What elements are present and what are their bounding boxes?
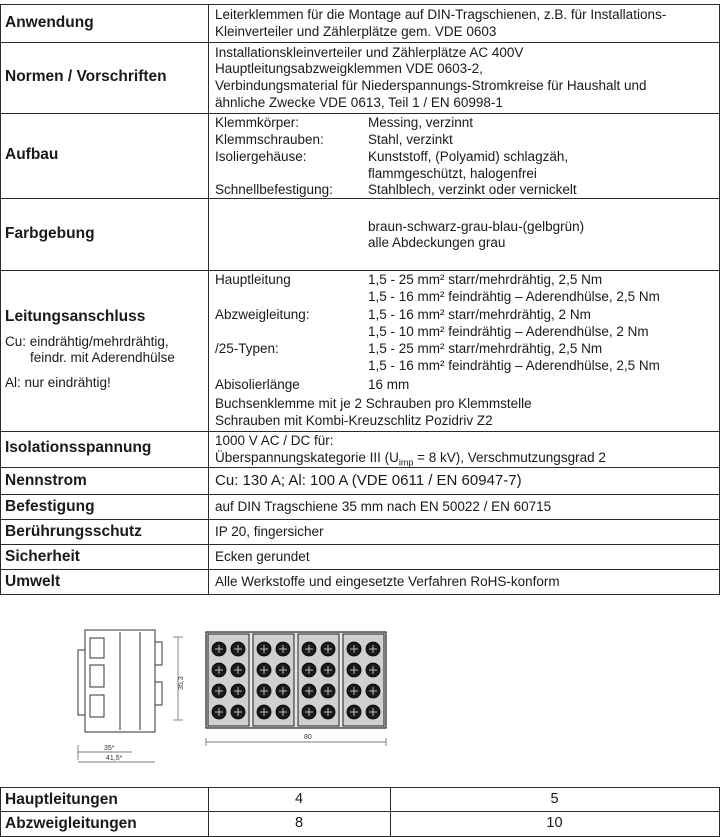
farbgebung-line: alle Abdeckungen grau (368, 235, 506, 250)
conn-extra: Buchsenklemme mit je 2 Schrauben pro Klemmstelle (215, 396, 532, 411)
rule (0, 494, 720, 495)
label-normen: Normen / Vorschriften (5, 68, 167, 85)
cu-note: Cu: eindrähtig/mehrdrähtig, (5, 334, 169, 349)
umwelt-value: Alle Werkstoffe und eingesetzte Verfahren RoHS-konform (215, 574, 560, 589)
label-anwendung: Anwendung (5, 14, 94, 31)
anwendung-line: Kleinverteiler und Zählerplätze gem. VDE 0603 (215, 24, 497, 39)
rule (0, 594, 720, 595)
cu-note: feindr. mit Aderendhülse (30, 350, 175, 365)
rule (0, 4, 720, 5)
conn-key: Abzweigleitung: (215, 307, 310, 322)
rule (0, 270, 720, 271)
isolation-line (215, 450, 606, 468)
rule (0, 42, 720, 43)
beruehrungsschutz-value: IP 20, fingersicher (215, 524, 324, 539)
label-beruehrungsschutz: Berührungsschutz (5, 523, 142, 540)
nennstrom-value: Cu: 130 A; Al: 100 A (VDE 0611 / EN 60947-7) (215, 472, 522, 489)
label-isolation: Isolationsspannung (5, 439, 152, 456)
column-divider (0, 4, 1, 594)
label-abzweigleitungen: Abzweigleitungen (5, 815, 137, 832)
top-view (206, 632, 386, 728)
normen-line: Installationskleinverteiler und Zählerplätze AC 400V (215, 45, 524, 60)
conn-value: 16 mm (368, 377, 410, 392)
label-aufbau: Aufbau (5, 146, 59, 163)
aufbau-value: Stahlblech, verzinkt oder vernickelt (368, 182, 577, 197)
dim-35-label: 35* (104, 745, 115, 752)
conn-key: Abisolierlänge (215, 377, 300, 392)
label-hauptleitungen: Hauptleitungen (5, 791, 118, 808)
hauptleitungen-a: 4 (294, 791, 304, 807)
rule (0, 787, 720, 788)
conn-extra: Schrauben mit Kombi-Kreuzschlitz Pozidriv Z2 (215, 413, 493, 428)
rule (0, 544, 720, 545)
label-befestigung: Befestigung (5, 498, 95, 515)
rule (0, 811, 720, 812)
dim-height-label: 35,3 (178, 676, 185, 690)
normen-line: Hauptleitungsabzweigklemmen VDE 0603-2, (215, 61, 483, 76)
conn-value: 1,5 - 25 mm² starr/mehrdrähtig, 2,5 Nm (368, 341, 603, 356)
befestigung-value: auf DIN Tragschiene 35 mm nach EN 50022 / EN 60715 (215, 499, 552, 514)
conn-value: 1,5 - 25 mm² starr/mehrdrähtig, 2,5 Nm (368, 272, 603, 287)
anwendung-line: Leiterklemmen für die Montage auf DIN-Tragschienen, z.B. für Installations- (215, 7, 667, 22)
farbgebung-line: braun-schwarz-grau-blau-(gelbgrün) (368, 219, 585, 234)
conn-value: 1,5 - 16 mm² feindrähtig – Aderendhülse, 2,5 Nm (368, 289, 660, 304)
column-divider (208, 4, 209, 594)
aufbau-value: Kunststoff, (Polyamid) schlagzäh, (368, 149, 569, 164)
aufbau-value: Stahl, verzinkt (368, 132, 453, 147)
label-farbgebung: Farbgebung (5, 225, 95, 242)
rule (0, 569, 720, 570)
rule (0, 519, 720, 520)
aufbau-key: Klemmschrauben: (215, 132, 324, 147)
hauptleitungen-b: 5 (550, 791, 559, 807)
rule (0, 198, 720, 199)
aufbau-value: flammgeschützt, halogenfrei (368, 166, 537, 181)
al-note: Al: nur eindrähtig! (5, 375, 111, 390)
abzweigleitungen-b: 10 (546, 815, 563, 831)
aufbau-key: Isoliergehäuse: (215, 149, 307, 164)
isolation-line: 1000 V AC / DC für: (215, 433, 334, 448)
isolation-text: Überspannungskategorie III (U (215, 450, 399, 465)
label-umwelt: Umwelt (5, 573, 61, 590)
conn-value: 1,5 - 16 mm² feindrähtig – Aderendhülse, 2,5 Nm (368, 358, 660, 373)
isolation-text: = 8 kV), Verschmutzungsgrad 2 (413, 450, 606, 465)
conn-value: 1,5 - 10 mm² feindrähtig – Aderendhülse, 2 Nm (368, 324, 649, 339)
rule (0, 113, 720, 114)
aufbau-key: Schnellbefestigung: (215, 182, 333, 197)
aufbau-value: Messing, verzinnt (368, 115, 474, 130)
normen-line: ähnliche Zwecke VDE 0613, Teil 1 / EN 60998-1 (215, 95, 503, 110)
aufbau-key: Klemmkörper: (215, 115, 300, 130)
technical-drawing (60, 620, 400, 780)
conn-key: Hauptleitung (215, 272, 291, 287)
imp-subscript: imp (398, 457, 414, 468)
conn-value: 1,5 - 16 mm² starr/mehrdrähtig, 2 Nm (368, 307, 591, 322)
abzweigleitungen-a: 8 (294, 815, 304, 831)
label-leitungsanschluss: Leitungsanschluss (5, 308, 146, 325)
sicherheit-value: Ecken gerundet (215, 549, 310, 564)
side-view (78, 630, 162, 732)
dim-80-label: 80 (304, 734, 312, 741)
conn-key: /25-Typen: (215, 341, 279, 356)
normen-line: Verbindungsmaterial für Niederspannungs-Stromkreise für Haushalt und (215, 78, 647, 93)
dim-415-label: 41,5* (106, 755, 123, 762)
column-divider (0, 787, 1, 837)
rule (0, 431, 720, 432)
label-nennstrom: Nennstrom (5, 472, 87, 489)
label-sicherheit: Sicherheit (5, 548, 80, 565)
